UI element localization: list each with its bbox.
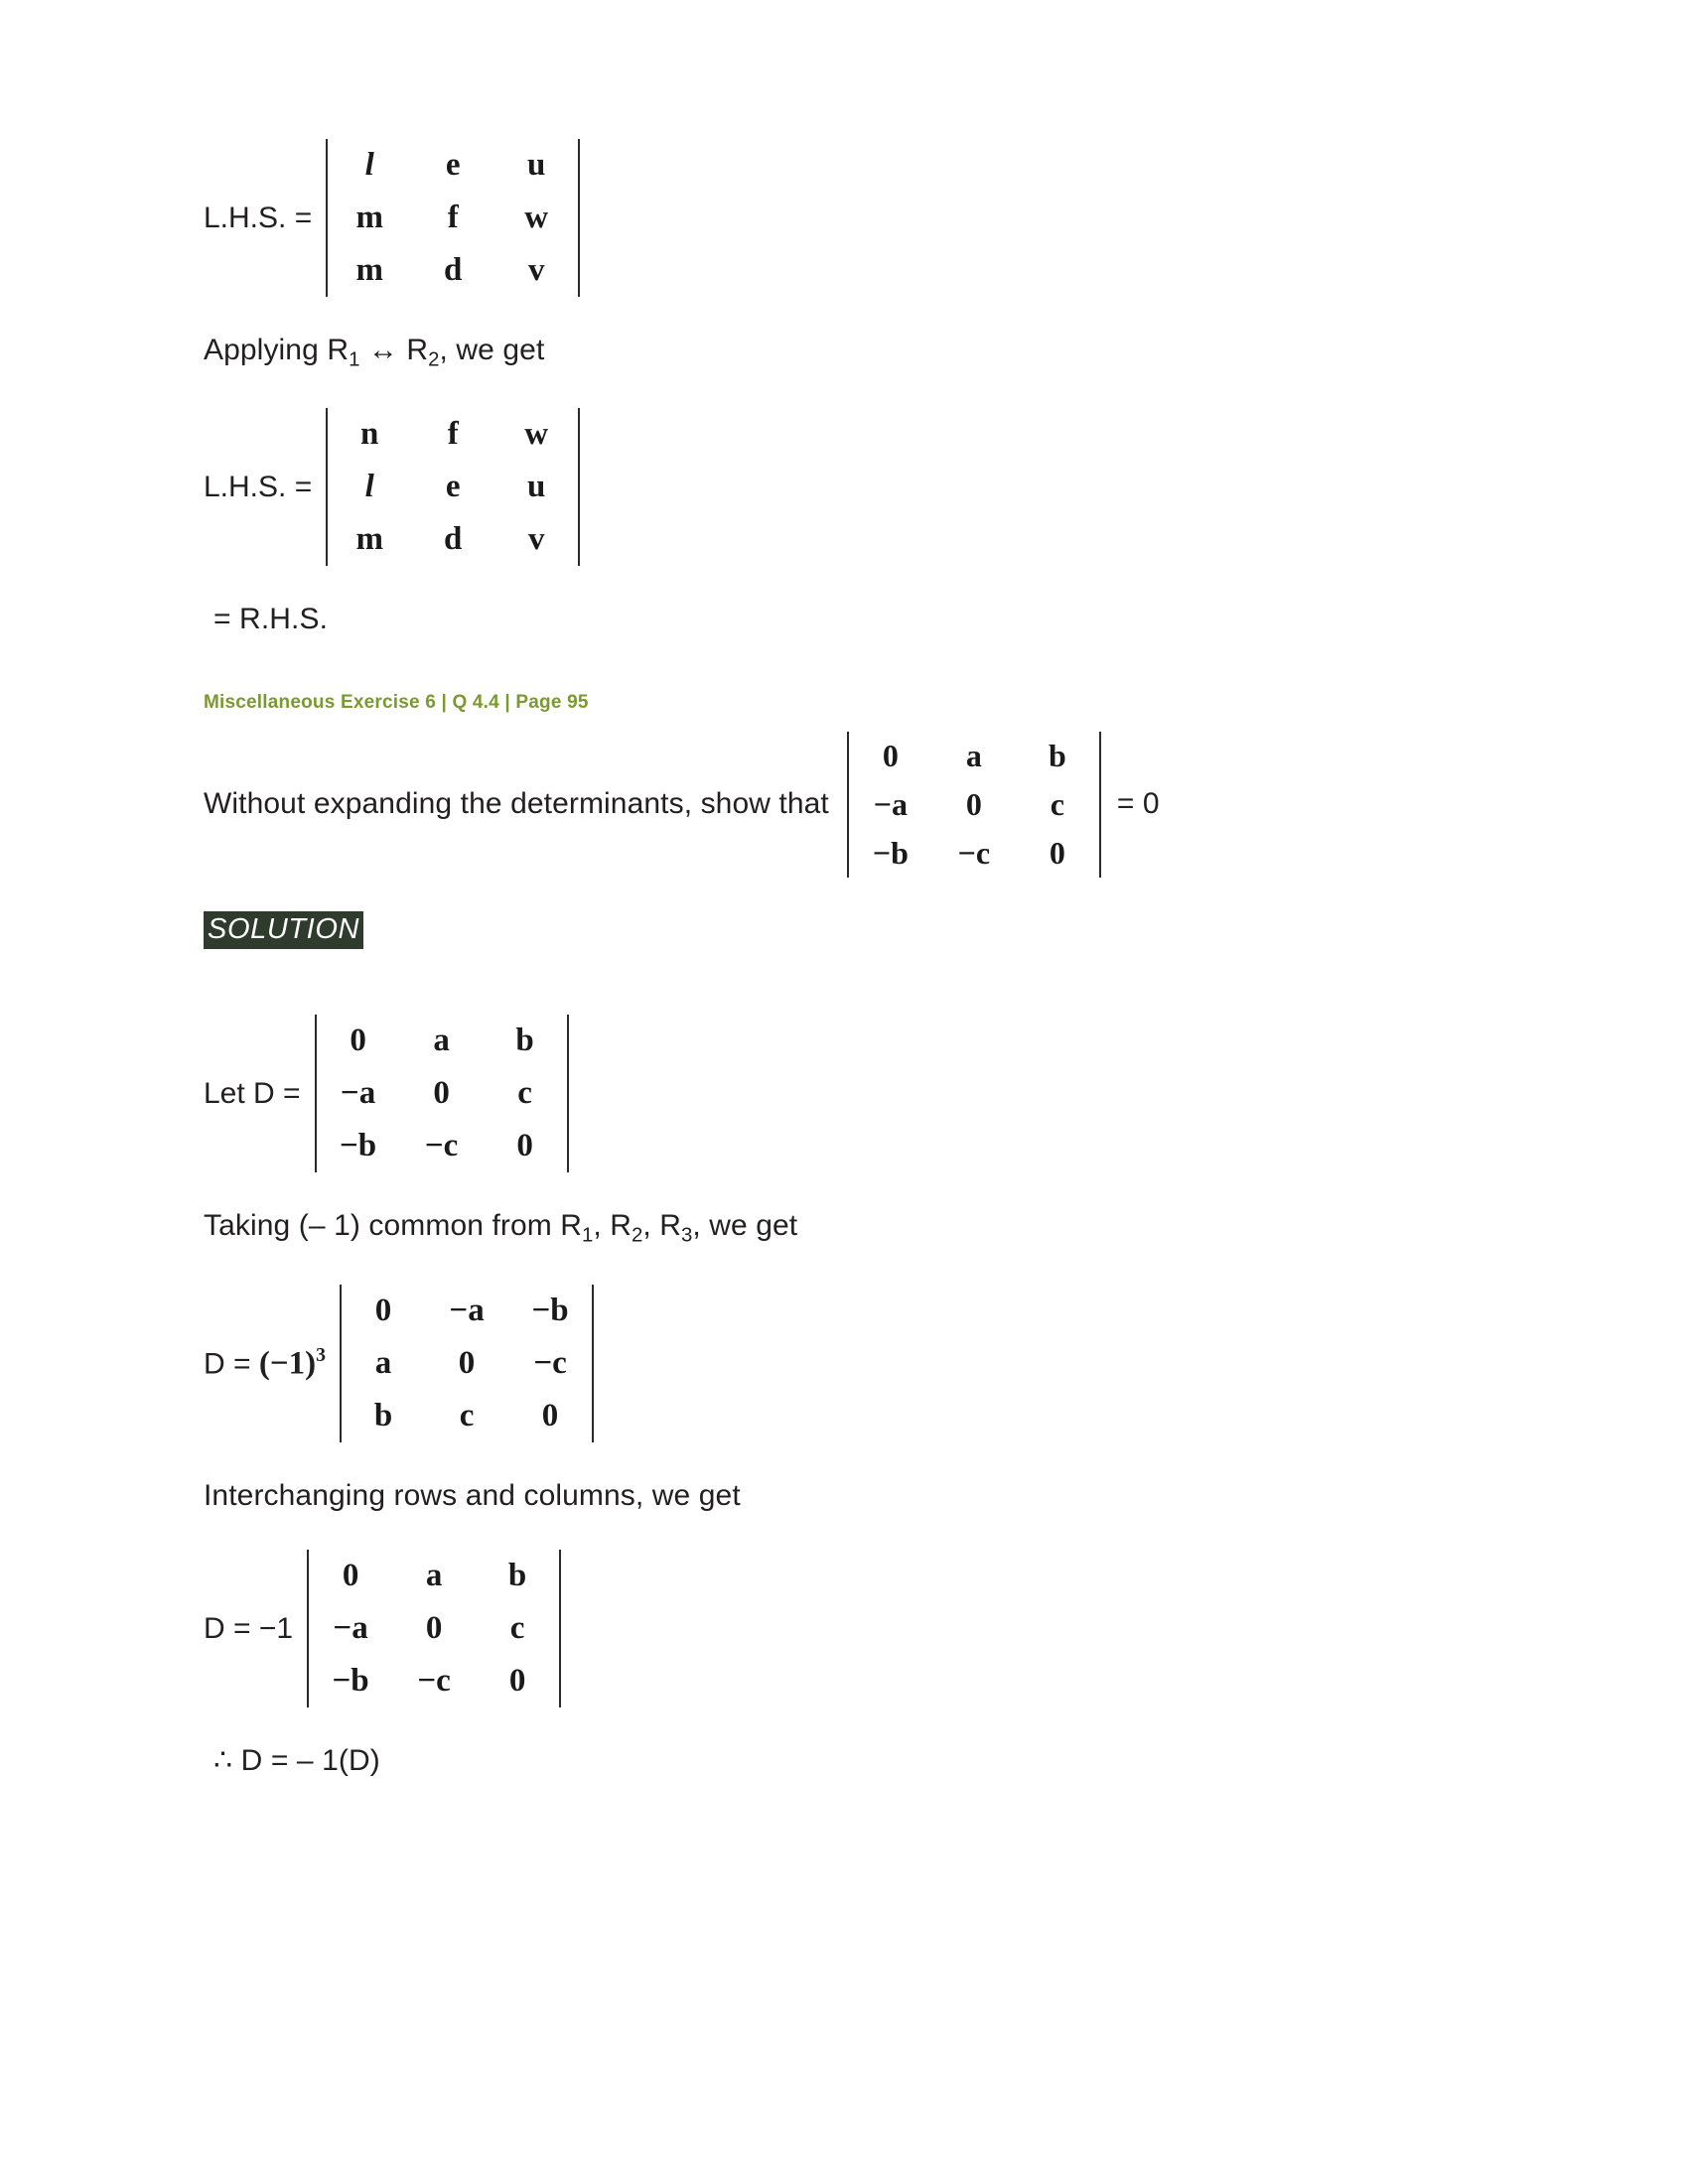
applying-suffix: , we get xyxy=(439,334,545,366)
matrix-cell: c xyxy=(509,1610,525,1647)
taking-sub-1: 1 xyxy=(582,1224,594,1247)
matrix-cell: −a xyxy=(333,1610,368,1647)
rhs-result-line: = R.H.S. xyxy=(213,603,328,636)
taking-sub-2: 2 xyxy=(632,1224,643,1247)
matrix-cell: a xyxy=(965,737,982,773)
determinant-right-bar xyxy=(578,408,580,566)
matrix-row xyxy=(317,1015,567,1067)
d-power-exponent: 3 xyxy=(316,1343,327,1366)
matrix-row xyxy=(317,1067,567,1120)
matrix-cell: n xyxy=(360,416,379,453)
matrix-cell: −b xyxy=(339,1128,377,1164)
matrix-cell: b xyxy=(373,1397,393,1433)
matrix-cell: 0 xyxy=(433,1075,450,1112)
matrix-cell: b xyxy=(515,1023,534,1059)
matrix-row xyxy=(309,1602,559,1655)
determinant-right-bar xyxy=(592,1285,594,1442)
matrix-cell: −a xyxy=(449,1292,485,1328)
lhs-equation-1 xyxy=(204,139,1494,297)
solution-label: SOLUTION xyxy=(204,911,363,950)
matrix-row xyxy=(849,829,1099,878)
page-content xyxy=(204,139,1494,1782)
determinant-right-bar xyxy=(559,1550,561,1707)
matrix-cell: 0 xyxy=(342,1558,359,1594)
lhs-label-2: L.H.S. = xyxy=(204,470,313,503)
matrix-cell: m xyxy=(355,200,383,235)
matrix-cell: e xyxy=(445,469,461,505)
matrix-cell: u xyxy=(527,469,546,505)
matrix-cell: u xyxy=(527,147,546,183)
matrix-cell: e xyxy=(445,147,461,183)
matrix-cell: 0 xyxy=(516,1128,533,1164)
taking-mid-1: , R xyxy=(593,1209,633,1243)
matrix-cell: −b xyxy=(332,1663,369,1700)
matrix-cell: −c xyxy=(417,1663,451,1700)
matrix-cell: f xyxy=(447,200,459,235)
matrix-cell: v xyxy=(527,252,545,288)
matrix-cell: 0 xyxy=(882,737,899,773)
taking-suffix: , we get xyxy=(692,1209,798,1243)
matrix-row xyxy=(342,1390,592,1442)
matrix-row xyxy=(328,513,578,566)
matrix-row xyxy=(309,1550,559,1602)
applying-row-operation-line xyxy=(204,331,1494,374)
matrix-row xyxy=(317,1120,567,1172)
exercise-source-heading: Miscellaneous Exercise 6 | Q 4.4 | Page 95 xyxy=(204,691,589,713)
matrix-cell: −c xyxy=(533,1344,567,1381)
matrix-cell: c xyxy=(459,1397,475,1433)
matrix-cell: f xyxy=(447,416,459,453)
determinant-negative xyxy=(307,1550,561,1707)
d-power-d: D = xyxy=(204,1347,259,1381)
matrix-row xyxy=(849,780,1099,829)
interchange-line: Interchanging rows and columns, we get xyxy=(204,1478,741,1512)
d-power-equation xyxy=(204,1285,1494,1442)
matrix-cell: l xyxy=(364,147,374,183)
d-power-label xyxy=(204,1344,340,1382)
matrix-cell: b xyxy=(1048,737,1066,773)
taking-common-line xyxy=(204,1206,1494,1250)
applying-prefix: Applying R xyxy=(204,334,350,366)
d-negative-label: D = −1 xyxy=(204,1611,294,1645)
matrix-row xyxy=(328,244,578,297)
matrix-cell: 0 xyxy=(541,1397,559,1433)
matrix-cell: −b xyxy=(531,1292,569,1328)
matrix-cell: c xyxy=(1050,785,1064,822)
conclusion-line: ∴ D = – 1(D) xyxy=(213,1744,380,1778)
determinant-let-d xyxy=(315,1015,569,1172)
lhs-label-1: L.H.S. = xyxy=(204,201,313,234)
matrix-cell: −a xyxy=(340,1075,376,1112)
matrix-row xyxy=(849,732,1099,780)
matrix-cell: −a xyxy=(873,785,908,822)
matrix-cell: d xyxy=(444,521,463,558)
matrix-cell: −c xyxy=(424,1128,459,1164)
determinant-power xyxy=(340,1285,594,1442)
d-negative-equation xyxy=(204,1550,1494,1707)
matrix-cell: a xyxy=(374,1344,392,1381)
question-statement xyxy=(204,732,1494,878)
matrix-cell: 0 xyxy=(458,1344,476,1381)
determinant-question xyxy=(847,732,1101,878)
matrix-cell: a xyxy=(425,1558,443,1594)
matrix-cell: −b xyxy=(872,834,909,871)
matrix-cell: 0 xyxy=(965,785,982,822)
matrix-cell: 0 xyxy=(425,1610,443,1647)
matrix-cell: a xyxy=(433,1023,450,1059)
d-power-base: (−1) xyxy=(258,1345,317,1382)
matrix-cell: 0 xyxy=(508,1663,526,1700)
matrix-cell: 0 xyxy=(350,1023,366,1059)
question-lead-text: Without expanding the determinants, show that xyxy=(204,786,829,820)
matrix-row xyxy=(328,139,578,192)
matrix-cell: 0 xyxy=(1049,834,1065,871)
lhs-equation-2 xyxy=(204,408,1494,566)
let-d-equation xyxy=(204,1015,1494,1172)
applying-arrow: ↔ R xyxy=(359,334,429,366)
determinant-right-bar xyxy=(578,139,580,297)
matrix-cell: m xyxy=(355,252,383,288)
matrix-cell: −c xyxy=(957,834,991,871)
taking-mid-2: , R xyxy=(642,1209,682,1243)
matrix-row xyxy=(342,1337,592,1390)
taking-sub-3: 3 xyxy=(681,1224,693,1247)
matrix-row xyxy=(342,1285,592,1337)
determinant-right-bar xyxy=(567,1015,569,1172)
determinant-matrix-1 xyxy=(326,139,580,297)
matrix-row xyxy=(328,461,578,513)
matrix-cell: l xyxy=(364,469,374,505)
matrix-cell: v xyxy=(527,521,545,558)
let-d-label: Let D = xyxy=(204,1076,301,1110)
matrix-row xyxy=(328,192,578,244)
matrix-cell: b xyxy=(507,1558,527,1594)
matrix-cell: m xyxy=(355,521,383,558)
taking-prefix: Taking (– 1) common from R xyxy=(204,1209,583,1243)
determinant-matrix-2 xyxy=(326,408,580,566)
applying-sub-1: 1 xyxy=(349,348,360,371)
solution-heading-wrap xyxy=(204,911,1494,950)
matrix-cell: c xyxy=(517,1075,532,1112)
applying-sub-2: 2 xyxy=(428,348,440,371)
matrix-row xyxy=(328,408,578,461)
matrix-cell: w xyxy=(524,200,549,235)
matrix-cell: d xyxy=(444,252,463,288)
question-tail-text: = 0 xyxy=(1116,786,1160,820)
matrix-cell: w xyxy=(524,416,549,453)
matrix-row xyxy=(309,1655,559,1707)
matrix-cell: 0 xyxy=(374,1292,392,1328)
